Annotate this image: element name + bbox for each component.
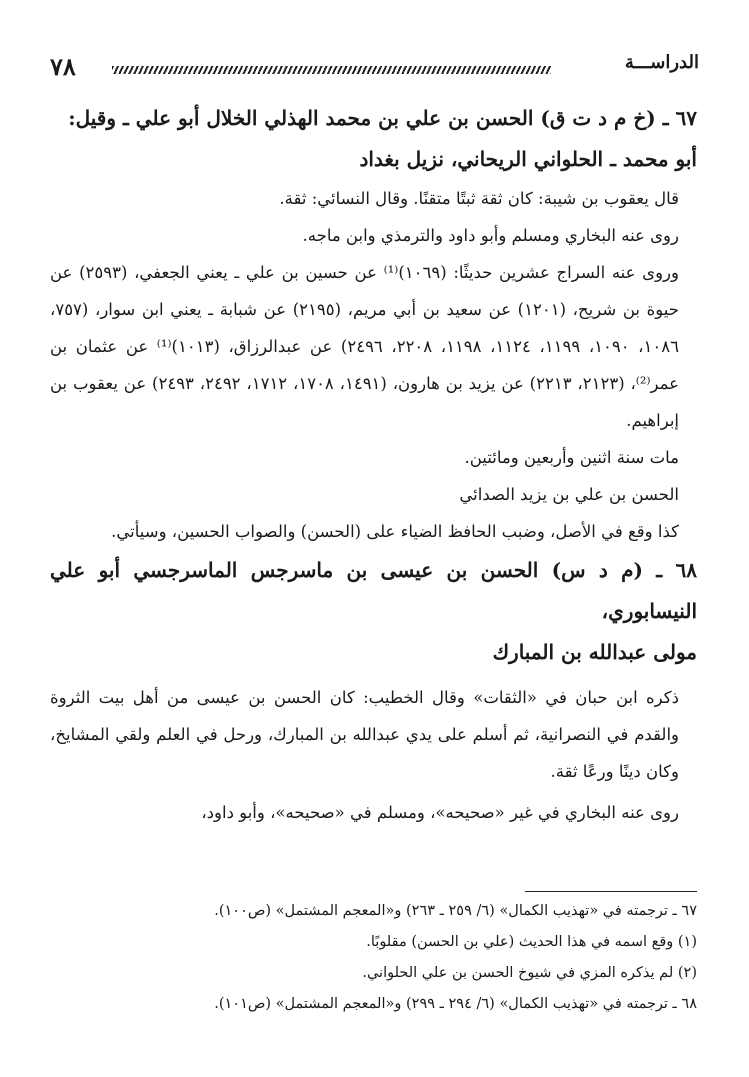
entry-67-heading-line2: أبو محمد ـ الحلواني الريحاني، نزيل بغداد xyxy=(359,147,697,171)
entry-67-paragraph: قال يعقوب بن شيبة: كان ثقة ثبتًا متقنًا. وقال النسائي: ثقة. xyxy=(279,189,679,208)
entry-68-paragraph: روى عنه البخاري في غير «صحيحه»، ومسلم في «صحيحه»، وأبو داود، xyxy=(201,803,679,822)
running-title: الدراســـة xyxy=(624,52,699,73)
page-number: ٧٨ xyxy=(50,52,76,81)
footnotes xyxy=(60,896,697,1020)
entry-67-paragraph: روى عنه البخاري ومسلم وأبو داود والترمذي وابن ماجه. xyxy=(302,226,679,245)
main-text xyxy=(50,98,697,831)
entry-67-paragraph: كذا وقع في الأصل، وضبب الحافظ الضياء على (الحسن) والصواب الحسين، وسيأتي. xyxy=(111,522,679,541)
footnote: ٦٨ ـ ترجمته في «تهذيب الكمال» (٦/ ٢٩٤ ـ ٢٩٩) و«المعجم المشتمل» (ص١٠١). xyxy=(214,996,697,1012)
entry-68-heading-line1: ٦٨ ـ (م د س) الحسن بن عيسى بن ماسرجس الماسرجسي أبو علي النيسابوري، xyxy=(50,558,697,623)
entry-67-paragraph: وروى عنه السراج عشرين حديثًا: (١٠٦٩)⁽¹⁾ عن حسين بن علي ـ يعني الجعفي، (٢٥٩٣) عن حيوة بن شريح، (١٢٠١) عن سعيد بن أبي مريم، (٢١٩٥) عن شبابة ـ يعني ابن سوار، (٧٥٧، ١٠٨٦، ١٠٩٠، ١١٩٩، ١١٢٤، ١١٩٨، ٢٢٠٨، ٢٤٩٦) عن عبدالرزاق، (١٠١٣)⁽¹⁾ عن عثمان بن عمر⁽²⁾، (٢١٢٣، ٢٢١٣) عن يزيد بن هارون، (١٤٩١، ١٧٠٨، ١٧١٢، ٢٤٩٢، ٢٤٩٣) عن يعقوب بن إبراهيم. xyxy=(50,263,680,430)
page-header xyxy=(50,46,699,86)
entry-68-heading-line2: مولى عبدالله بن المبارك xyxy=(492,640,697,664)
footnote: (١) وقع اسمه في هذا الحديث (علي بن الحسن) مقلوبًا. xyxy=(366,934,697,950)
entry-68-paragraph: ذكره ابن حبان في «الثقات» وقال الخطيب: كان الحسن بن عيسى من أهل بيت الثروة والقدم في النصرانية، ثم أسلم على يدي عبدالله بن المبارك، ورحل في العلم ولقي المشايخ، وكان دينًا ورعًا ثقة. xyxy=(50,688,679,781)
entry-67-heading-line1: ٦٧ ـ (خ م د ت ق) الحسن بن علي بن محمد الهذلي الخلال أبو علي ـ وقيل: xyxy=(68,106,697,130)
footnote-separator xyxy=(525,891,697,892)
footnote: (٢) لم يذكره المزي في شيوخ الحسن بن علي الحلواني. xyxy=(362,965,697,981)
entry-67-paragraph: الحسن بن علي بن يزيد الصدائي xyxy=(459,485,679,504)
footnote: ٦٧ ـ ترجمته في «تهذيب الكمال» (٦/ ٢٥٩ ـ ٢٦٣) و«المعجم المشتمل» (ص١٠٠). xyxy=(214,903,697,919)
header-hatched-rule xyxy=(112,66,551,74)
entry-67-paragraph: مات سنة اثنين وأربعين ومائتين. xyxy=(464,448,679,467)
